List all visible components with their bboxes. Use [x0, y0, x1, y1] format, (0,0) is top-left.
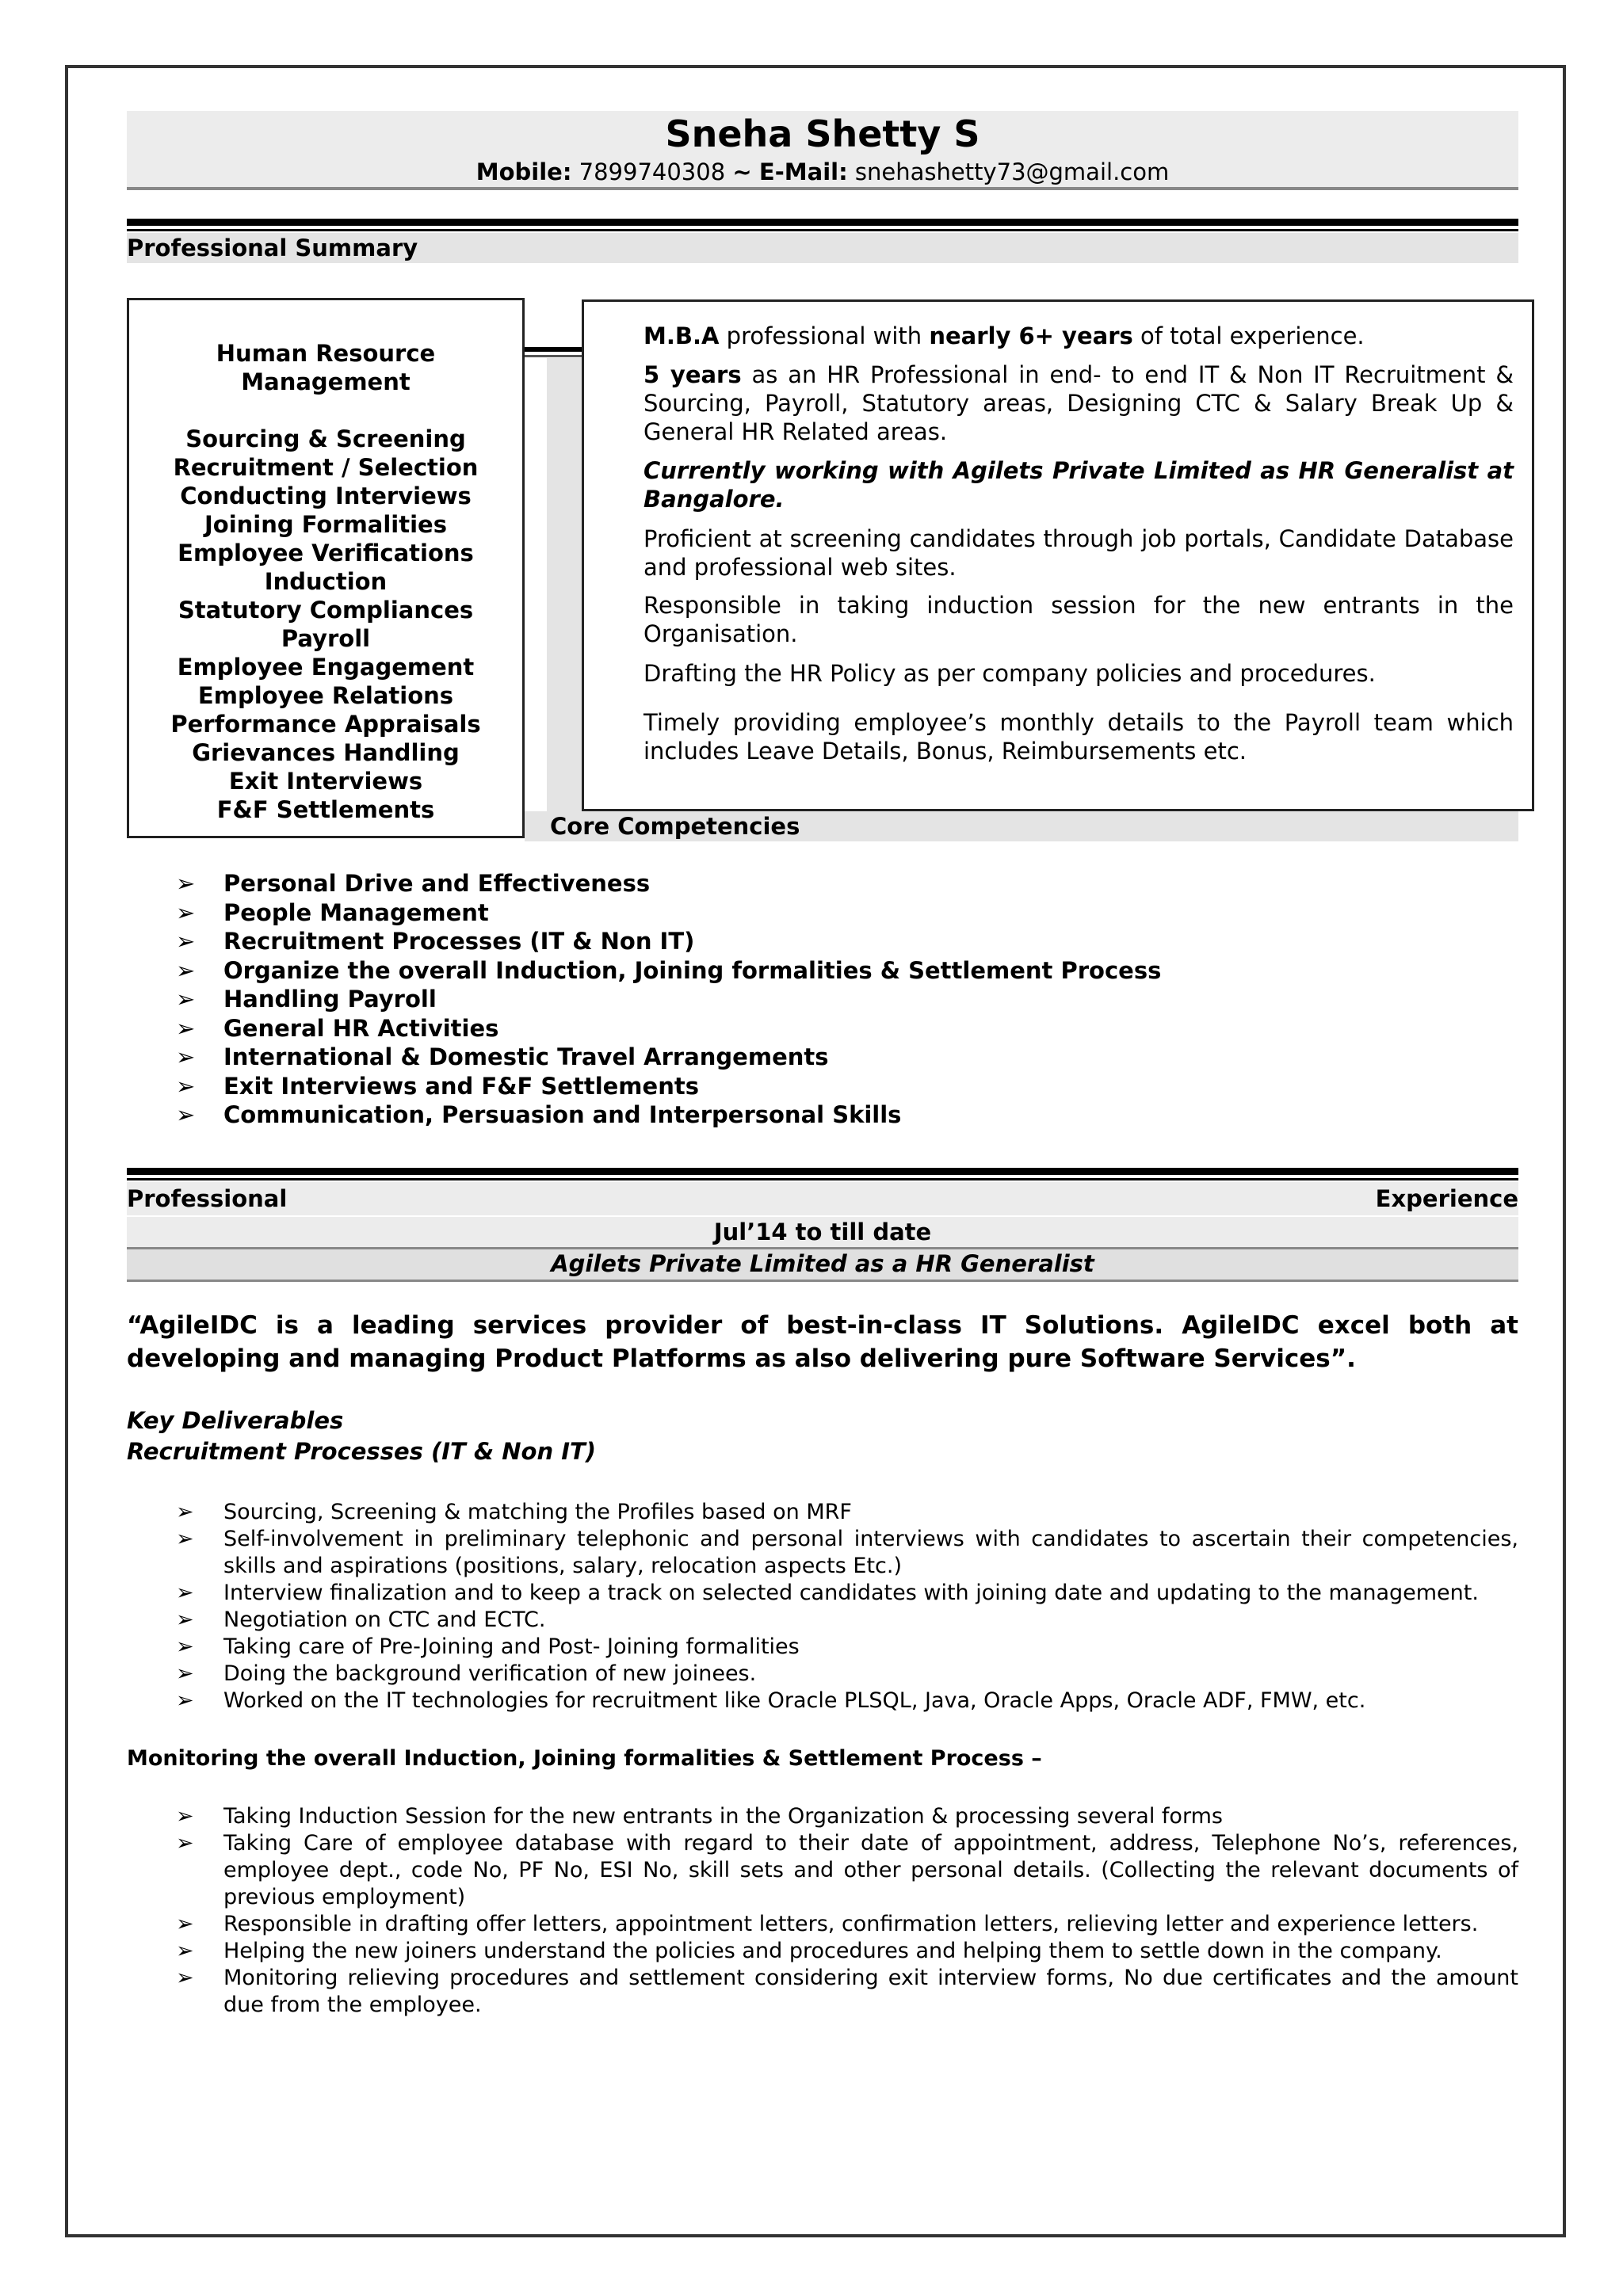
box-connector	[525, 347, 582, 352]
experience-role-rule	[127, 1280, 1518, 1282]
arrow-icon: ➢	[176, 1688, 194, 1713]
contact-separator: ~	[732, 158, 752, 185]
arrow-icon: ➢	[176, 1581, 194, 1605]
competencies-title: Core Competencies	[550, 813, 800, 840]
experience-title-right: Experience	[1375, 1185, 1518, 1212]
list-item: ➢ Negotiation on CTC and ECTC.	[176, 1608, 546, 1632]
skills-list	[127, 339, 525, 824]
summary-title: Professional Summary	[127, 235, 418, 261]
mobile-label: Mobile:	[475, 158, 572, 185]
arrow-icon: ➢	[176, 1661, 194, 1686]
arrow-icon: ➢	[176, 1101, 196, 1128]
skill-item: Performance Appraisals	[170, 711, 481, 738]
skill-item: Conducting Interviews	[180, 482, 472, 509]
experience-heading-band	[127, 1182, 1518, 1215]
list-item: ➢ Taking Induction Session for the new entrants in the Organization & processing several forms	[176, 1804, 1223, 1829]
arrow-icon: ➢	[176, 1912, 194, 1936]
box-connector-shadow	[525, 355, 582, 357]
list-item: ➢ Responsible in drafting offer letters, appointment letters, confirmation letters, relieving letter and experience letters.	[176, 1912, 1479, 1936]
skill-item: Joining Formalities	[204, 511, 447, 538]
skill-item: Sourcing & Screening	[185, 425, 466, 452]
skill-item: Employee Engagement	[177, 654, 475, 681]
skill-item: Grievances Handling	[192, 739, 460, 766]
arrow-icon: ➢	[176, 1072, 196, 1100]
monitoring-heading: Monitoring the overall Induction, Joining formalities & Settlement Process –	[127, 1746, 1042, 1771]
key-deliverables-heading: Key Deliverables	[127, 1407, 344, 1434]
arrow-icon: ➢	[176, 1634, 194, 1659]
arrow-icon: ➢	[176, 870, 196, 897]
experience-rule-thin	[127, 1178, 1518, 1180]
monitoring-list	[176, 1803, 1518, 2019]
arrow-icon: ➢	[176, 1966, 194, 1990]
experience-period: Jul’14 to till date	[713, 1219, 932, 1245]
arrow-icon: ➢	[176, 898, 196, 926]
experience-title-left: Professional	[127, 1185, 288, 1212]
skill-item: Statutory Compliances	[178, 597, 474, 624]
email-address: snehashetty73@gmail.com	[854, 158, 1170, 185]
recruitment-list	[176, 1499, 1518, 1714]
experience-role: Agilets Private Limited as a HR Generalist	[551, 1250, 1094, 1277]
experience-rule-thick	[127, 1168, 1518, 1175]
skill-item: Payroll	[281, 625, 371, 652]
arrow-icon: ➢	[176, 1804, 194, 1829]
arrow-icon: ➢	[176, 1831, 194, 1855]
skills-heading-line-1: Human Resource	[216, 340, 436, 367]
list-item: ➢ Taking care of Pre-Joining and Post- Joining formalities	[176, 1634, 800, 1659]
candidate-name: Sneha Shetty S	[665, 113, 980, 155]
list-item: ➢ Worked on the IT technologies for recruitment like Oracle PLSQL, Java, Oracle Apps, Oracle ADF, FMW, etc.	[176, 1688, 1366, 1713]
summary-grey-column	[547, 358, 582, 837]
list-item: ➢ Doing the background verification of new joinees.	[176, 1661, 757, 1686]
skill-item: Employee Verifications	[178, 540, 474, 566]
mobile-number: 7899740308	[579, 158, 726, 185]
list-item: ➢ Taking Care of employee database with regard to their date of appointment, address, Telephone No’s, references, employee dept., code No, PF No, ESI No, skill sets and other personal details. (Collecting the relevant documents of previous employment)	[176, 1831, 1518, 1909]
list-item: ➢ Self-involvement in preliminary telephonic and personal interviews with candidates to ascertain their competencies, skills and aspirations (positions, salary, relocation aspects Etc.)	[176, 1527, 1518, 1578]
arrow-icon: ➢	[176, 1500, 194, 1524]
contact-line	[127, 158, 1518, 185]
email-label: E-Mail:	[758, 158, 848, 185]
arrow-icon: ➢	[176, 1014, 196, 1042]
skill-item: Recruitment / Selection	[173, 454, 479, 481]
arrow-icon: ➢	[176, 956, 196, 984]
company-quote: “AgileIDC is a leading services provider of best-in-class IT Solutions. AgileIDC excel both at developing and managing Product Platforms as also delivering pure Software Services”.	[127, 1311, 1518, 1373]
skill-item: F&F Settlements	[216, 796, 435, 823]
arrow-icon: ➢	[176, 1608, 194, 1632]
list-item: ➢ Interview finalization and to keep a track on selected candidates with joining date and updating to the management.	[176, 1581, 1479, 1605]
summary-rule-thin	[127, 229, 1518, 231]
list-item: ➢ Sourcing, Screening & matching the Profiles based on MRF	[176, 1500, 852, 1524]
arrow-icon: ➢	[176, 1043, 196, 1070]
skills-heading-line-2: Management	[241, 368, 411, 395]
arrow-icon: ➢	[176, 928, 196, 955]
arrow-icon: ➢	[176, 1527, 194, 1551]
list-item: ➢ Monitoring relieving procedures and settlement considering exit interview forms, No due certificates and the amount due from the employee.	[176, 1966, 1518, 2017]
list-item: ➢ Helping the new joiners understand the policies and procedures and helping them to settle down in the company.	[176, 1939, 1442, 1963]
skill-item: Induction	[264, 568, 388, 595]
recruitment-heading: Recruitment Processes (IT & Non IT)	[127, 1438, 597, 1465]
header-rule	[127, 187, 1518, 190]
arrow-icon: ➢	[176, 986, 196, 1013]
summary-rule-thick	[127, 219, 1518, 226]
arrow-icon: ➢	[176, 1939, 194, 1963]
skill-item: Employee Relations	[197, 682, 454, 709]
skill-item: Exit Interviews	[228, 768, 423, 795]
